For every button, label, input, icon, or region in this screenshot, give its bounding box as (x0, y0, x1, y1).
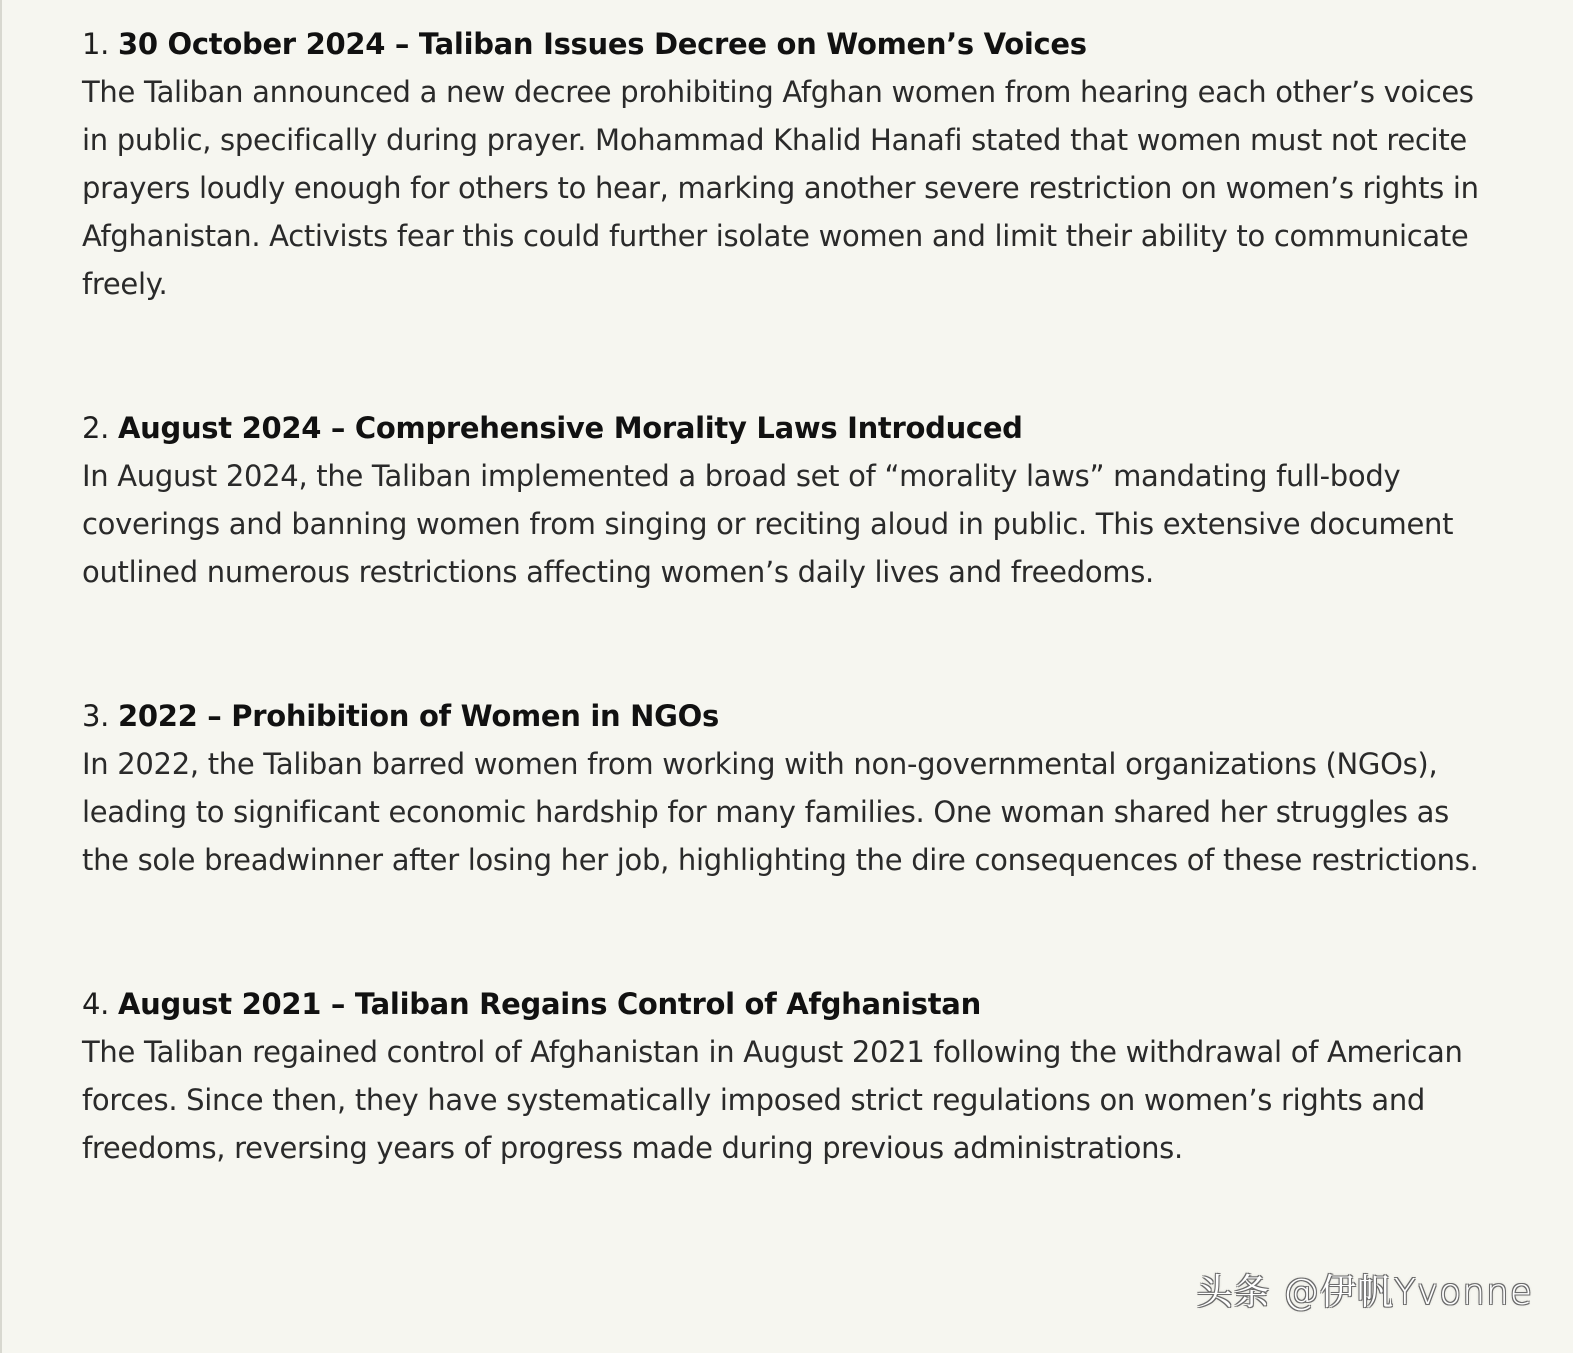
entry-heading (82, 692, 1497, 740)
timeline-entry-1 (82, 20, 1497, 308)
entry-number: 2. (82, 411, 110, 445)
entry-number: 1. (82, 27, 110, 61)
timeline-list (82, 20, 1497, 1172)
entry-title: August 2021 – Taliban Regains Control of Afghanistan (118, 987, 981, 1021)
timeline-entry-2 (82, 404, 1497, 596)
entry-number: 3. (82, 699, 110, 733)
timeline-entry-4 (82, 980, 1497, 1172)
entry-body: The Taliban regained control of Afghanistan in August 2021 following the withdrawal of American forces. Since then, they have systematically imposed strict regulations on women’s rights and freedoms, reversing years of progress made during previous administrations. (82, 1035, 1463, 1165)
entry-body: The Taliban announced a new decree prohibiting Afghan women from hearing each other’s voices in public, specifically during prayer. Mohammad Khalid Hanafi stated that women must not recite prayers loudly enough for others to hear, marking another severe restriction on women’s rights in Afghanistan. Activists fear this could further isolate women and limit their ability to communicate freely. (82, 75, 1479, 301)
page-left-border (0, 0, 2, 1353)
entry-title: August 2024 – Comprehensive Morality Laws Introduced (118, 411, 1023, 445)
entry-heading (82, 404, 1497, 452)
entry-title: 30 October 2024 – Taliban Issues Decree on Women’s Voices (118, 27, 1087, 61)
entry-number: 4. (82, 987, 110, 1021)
entry-heading (82, 980, 1497, 1028)
timeline-entry-3 (82, 692, 1497, 884)
entry-body: In 2022, the Taliban barred women from working with non-governmental organizations (NGOs), leading to significant economic hardship for many families. One woman shared her struggles as the sole breadwinner after losing her job, highlighting the dire consequences of these restrictions. (82, 747, 1479, 877)
entry-heading (82, 20, 1497, 68)
entry-body: In August 2024, the Taliban implemented a broad set of “morality laws” mandating full-body coverings and banning women from singing or reciting aloud in public. This extensive document outlined numerous restrictions affecting women’s daily lives and freedoms. (82, 459, 1454, 589)
entry-title: 2022 – Prohibition of Women in NGOs (118, 699, 719, 733)
watermark: 头条 @伊帆Yvonne (1196, 1272, 1533, 1313)
